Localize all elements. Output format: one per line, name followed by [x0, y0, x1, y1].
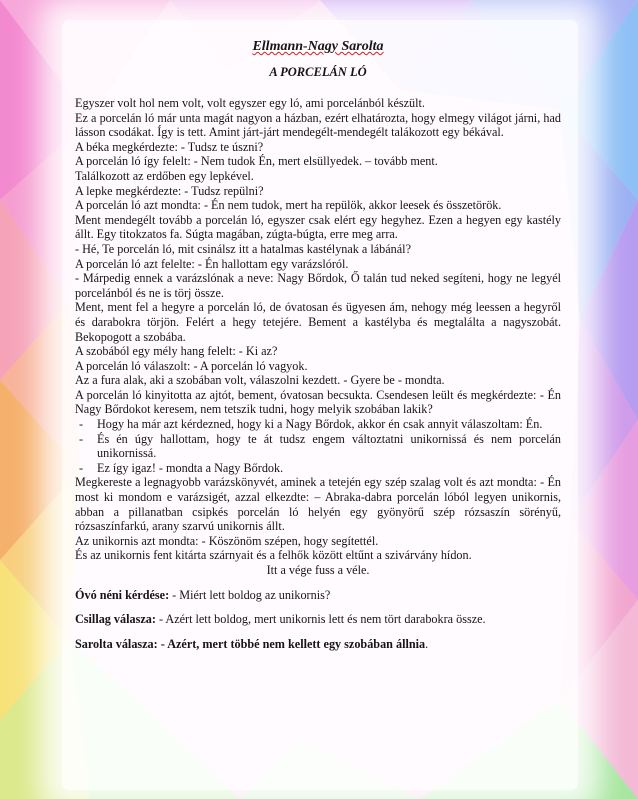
dialogue-list-item: - Hogy ha már azt kérdezned, hogy ki a Nagy Bőrdok, akkor én csak annyit válaszoltam: Én.: [75, 417, 561, 432]
story-paragraph: És az unikornis fent kitárta szárnyait és a felhők között eltűnt a szivárvány hídon.: [75, 548, 472, 563]
dialogue-list-item: - És én úgy hallottam, hogy te át tudsz engem változtatni unikornissá és nem porcelán unikornissá.: [75, 432, 561, 461]
story-paragraph: A béka megkérdezte: - Tudsz te úszni?: [75, 139, 264, 154]
qa-label: Óvó néni kérdése: [75, 587, 166, 602]
qa-separator: :: [151, 612, 159, 627]
story-paragraph: Az a fura alak, aki a szobában volt, válaszolni kezdett. - Gyere be - mondta.: [75, 373, 445, 388]
story-paragraph: - Hé, Te porcelán ló, mit csinálsz itt a hatalmas kastélynak a lábánál?: [75, 241, 411, 256]
story-paragraph: A porcelán ló azt mondta: - Én nem tudok, mert ha repülök, akkor leesek és összetörök.: [75, 198, 502, 213]
document-page: [75, 38, 561, 661]
qa-separator: :: [165, 587, 173, 602]
qa-separator: :: [153, 636, 161, 651]
dialogue-list-item: - Ez így igaz! - mondta a Nagy Bőrdok.: [75, 461, 561, 476]
story-paragraph: Ez a porcelán ló már unta magát nagyon a házban, ezért elhatározta, hogy elmegy világot járni, had lásson csodákat. Így is tett. Amint járt-járt mendegélt-mendegélt talákozott egy békával.: [75, 110, 561, 140]
story-paragraph: Találkozott az erdőben egy lepkével.: [75, 168, 254, 183]
qa-text: - Azért lett boldog, mert unikornis lett és nem tört darabokra össze.: [158, 612, 486, 627]
qa-label: Sarolta válasza: [75, 636, 154, 651]
story-paragraph: A lepke megkérdezte: - Tudsz repülni?: [75, 183, 264, 198]
story-paragraph: Egyszer volt hol nem volt, volt egyszer egy ló, ami porcelánból készült.: [75, 96, 425, 110]
story-paragraph: A porcelán ló így felelt: - Nem tudok Én, mert elsüllyedek. – tovább ment.: [75, 154, 438, 169]
story-paragraph: Ment, ment fel a hegyre a porcelán ló, de óvatosan és ügyesen ám, nehogy még leessen a hegyről és darabokra törjön. Felért a hegy tetejére. Bement a kastélyba és megtalálta a nagyszobát. Bekopogott a szobába.: [75, 300, 561, 344]
qa-line-sarolta-answer: [75, 637, 561, 652]
story-paragraph: A porcelán ló kinyitotta az ajtót, bement, óvatosan becsukta. Csendesen leült és megkérdezte: - Én Nagy Bőrdokot keresem, nem tetszik tudni, hogy melyik szobában lakik?: [75, 387, 561, 417]
story-paragraph: A porcelán ló válaszolt: - A porcelán ló vagyok.: [75, 358, 308, 373]
author-name: Ellmann-Nagy Sarolta: [252, 39, 384, 54]
author-heading: [75, 38, 561, 56]
qa-end-punct: .: [425, 636, 429, 651]
story-paragraph: - Márpedig ennek a varázslónak a neve: Nagy Bőrdok, Ő talán tud neked segíteni, hogy ne legyél porcelánból és ne is törj össze.: [75, 271, 561, 300]
qa-line-teacher-question: [75, 588, 561, 603]
story-body: [75, 96, 561, 578]
story-paragraph: A szobából egy mély hang felelt: - Ki az?: [75, 344, 278, 359]
story-paragraph: Ment mendegélt tovább a porcelán ló, egyszer csak elért egy hegyhez. Ezen a hegyen egy kastély állt. Egy titokzatos fa. Súgta magában, zúgta-búgta, erre meg arra.: [75, 212, 561, 242]
story-paragraph: A porcelán ló azt felelte: - Én hallottam egy varázslóról.: [75, 256, 349, 271]
qa-text: - Miért lett boldog az unikornis?: [172, 587, 331, 602]
story-paragraph: Az unikornis azt mondta: - Köszönöm szépen, hogy segítettél.: [75, 533, 379, 548]
qa-text: - Azért, mert többé nem kellett egy szobában állnia: [160, 636, 426, 651]
story-ending-line: Itt a vége fuss a véle.: [266, 563, 370, 577]
question-answer-section: [75, 588, 561, 652]
qa-line-csillag-answer: [75, 612, 561, 627]
story-paragraph: Megkereste a legnagyobb varázskönyvét, aminek a tetején egy szép szalag volt és azt mondta: - Én most ki mondom e varázsigét, azzal elkezdte: – Abraka-dabra porcelán lóból legyen unikornis, abban a pillanatban csipkés porcelán ló helyén egy gyönyörű szép rózsaszín sörényű, rózsaszínfarkú, arany szarvú unikornis állt.: [75, 475, 561, 534]
qa-label: Csillag válasza: [75, 612, 152, 627]
story-title: A PORCELÁN LÓ: [269, 65, 367, 79]
